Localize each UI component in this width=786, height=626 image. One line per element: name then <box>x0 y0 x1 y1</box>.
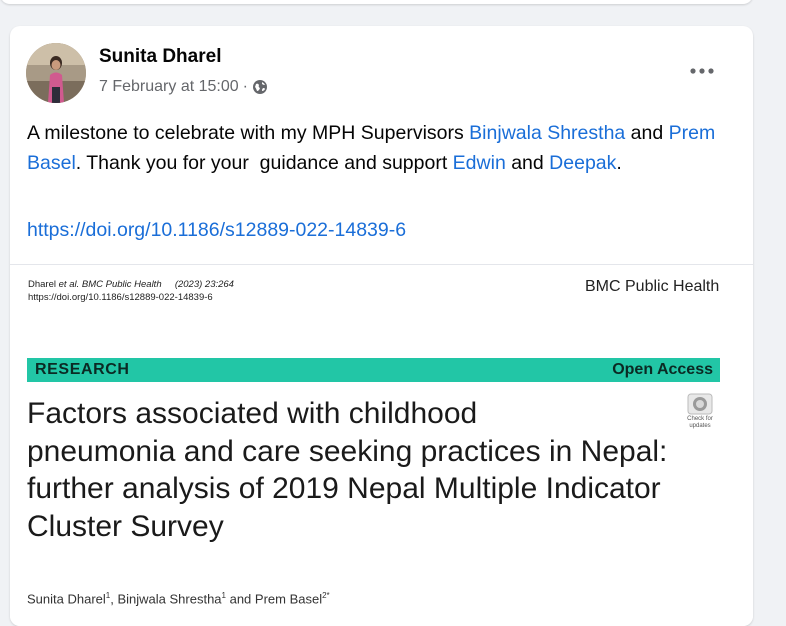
paper-cite-doi: https://doi.org/10.1186/s12889-022-14839-6 <box>28 292 213 303</box>
meta-separator: · <box>242 78 248 95</box>
doi-link[interactable]: https://doi.org/10.1186/s12889-022-14839-6 <box>27 219 407 241</box>
paper-cite-journal: et al. BMC Public Health <box>58 279 162 290</box>
more-options-icon <box>689 67 715 75</box>
paper-title-line: pneumonia and care seeking practices in Nepal: <box>27 434 668 468</box>
paper-author-2-affil: 1 <box>221 591 226 600</box>
check-updates-text-2: updates <box>689 423 711 429</box>
paper-citation <box>28 279 234 290</box>
paper-cite-year: (2023) 23:264 <box>174 279 234 290</box>
post-timestamp[interactable]: 7 February at 15:00 <box>99 78 239 95</box>
post-text-1: A milestone to celebrate with my MPH Supervisors <box>27 122 470 144</box>
paper-title <box>27 395 717 545</box>
paper-title-line: Cluster Survey <box>27 509 224 543</box>
paper-access-label: Open Access <box>612 361 713 378</box>
paper-author-3-affil: 2* <box>322 591 330 600</box>
post-text-3: . Thank you for your guidance and support <box>75 152 453 174</box>
check-updates-text-1: Check for <box>687 416 713 422</box>
paper-section-bar <box>27 358 720 382</box>
mention-binjwala-shrestha[interactable]: Binjwala Shrestha <box>469 122 626 144</box>
author-name[interactable]: Sunita Dharel <box>99 46 222 67</box>
paper-journal-name: BMC Public Health <box>585 278 720 295</box>
paper-cite-author: Dharel <box>28 279 56 290</box>
more-options-button[interactable] <box>682 56 722 86</box>
paper-author-2: Binjwala Shrestha <box>117 591 222 607</box>
paper-author-1: Sunita Dharel <box>27 591 106 607</box>
avatar[interactable] <box>26 43 86 103</box>
globe-icon[interactable] <box>252 79 268 95</box>
post-text-4: and <box>505 152 550 174</box>
post-meta <box>99 78 268 96</box>
paper-author-1-affil: 1 <box>105 591 111 600</box>
post-text-5: . <box>616 152 622 174</box>
mention-prem-basel[interactable]: Prem Basel <box>27 122 716 174</box>
paper-title-line: further analysis of 2019 Nepal Multiple Indicator <box>27 472 661 505</box>
avatar-photo <box>26 43 86 103</box>
check-for-updates-badge <box>678 393 722 435</box>
article-preview-image[interactable] <box>10 265 753 626</box>
paper-author-sep: and <box>225 591 255 607</box>
paper-authors <box>27 591 330 606</box>
mention-deepak[interactable]: Deepak <box>549 152 617 174</box>
paper-author-3: Prem Basel <box>254 591 323 607</box>
check-for-updates-icon <box>687 393 713 415</box>
paper-author-sep: , <box>110 591 118 607</box>
paper-section-label: RESEARCH <box>35 361 130 378</box>
post-body <box>27 118 732 178</box>
mention-edwin[interactable]: Edwin <box>452 152 506 174</box>
paper-title-line: Factors associated with childhood <box>27 397 478 430</box>
post-text-2: and <box>625 122 669 144</box>
previous-post-card <box>0 0 753 4</box>
post-card <box>10 26 753 626</box>
